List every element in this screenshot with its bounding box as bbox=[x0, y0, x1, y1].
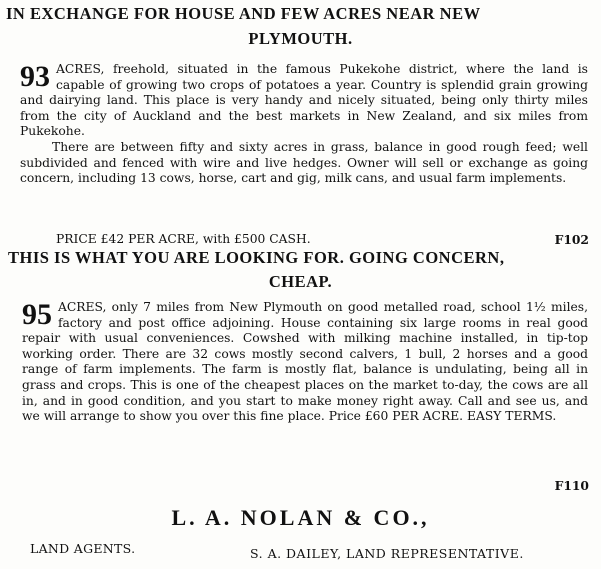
ad1-reference: F102 bbox=[554, 232, 589, 247]
ad1-body bbox=[20, 62, 588, 187]
ad1-heading-continued: PLYMOUTH. bbox=[248, 29, 353, 48]
ad2-heading-continued: CHEAP. bbox=[268, 272, 333, 291]
ad1-heading: IN EXCHANGE FOR HOUSE AND FEW ACRES NEAR NEW bbox=[6, 4, 481, 23]
ad2-heading: THIS IS WHAT YOU ARE LOOKING FOR. GOING CONCERN, bbox=[8, 248, 505, 267]
ad1-paragraph-2: There are between fifty and sixty acres in grass, balance in good rough feed; well subdivided and fenced with wire and live hedges. Owner will sell or exchange as going concern, including 13 cows, horse, cart and gig, milk cans, and usual farm implements. bbox=[20, 139, 588, 186]
ad1-paragraph-1: ACRES, freehold, situated in the famous Pukekohe district, where the land is capable of growing two crops of potatoes a year. Country is splendid grain growing and dairying land. This place is very handy and nicely situated, being only thirty miles from the city of Auckland and the best markets in New Zealand, and six miles from Pukekohe. bbox=[20, 62, 588, 139]
ad2-body bbox=[22, 300, 588, 425]
ad1-price: PRICE £42 PER ACRE, with £500 CASH. bbox=[56, 232, 311, 246]
ad2-reference: F110 bbox=[554, 478, 589, 493]
ad1-lead-number: 93 bbox=[20, 60, 50, 93]
land-agents-label: LAND AGENTS. bbox=[30, 541, 136, 556]
firm-name: L. A. NOLAN & CO., bbox=[171, 505, 430, 530]
land-representative-label: S. A. DAILEY, LAND REPRESENTATIVE. bbox=[250, 546, 524, 561]
ad2-paragraph: ACRES, only 7 miles from New Plymouth on good metalled road, school 1½ miles, factory and post office adjoining. House containing six large rooms in real good repair with usual conveniences. Cowshed with milking machine installed, in tip-top working order. There are 32 cows mostly second calvers, 1 bull, 2 horses and a good range of farm implements. The farm is mostly flat, balance is undulating, being all in grass and crops. This is one of the cheapest places on the market to-day, the cows are all in, and in good condition, and you start to make money right away. Call and see us, and we will arrange to show you over this fine place. Price £60 PER ACRE. EASY TERMS. bbox=[22, 300, 588, 424]
ad2-lead-number: 95 bbox=[22, 298, 52, 331]
